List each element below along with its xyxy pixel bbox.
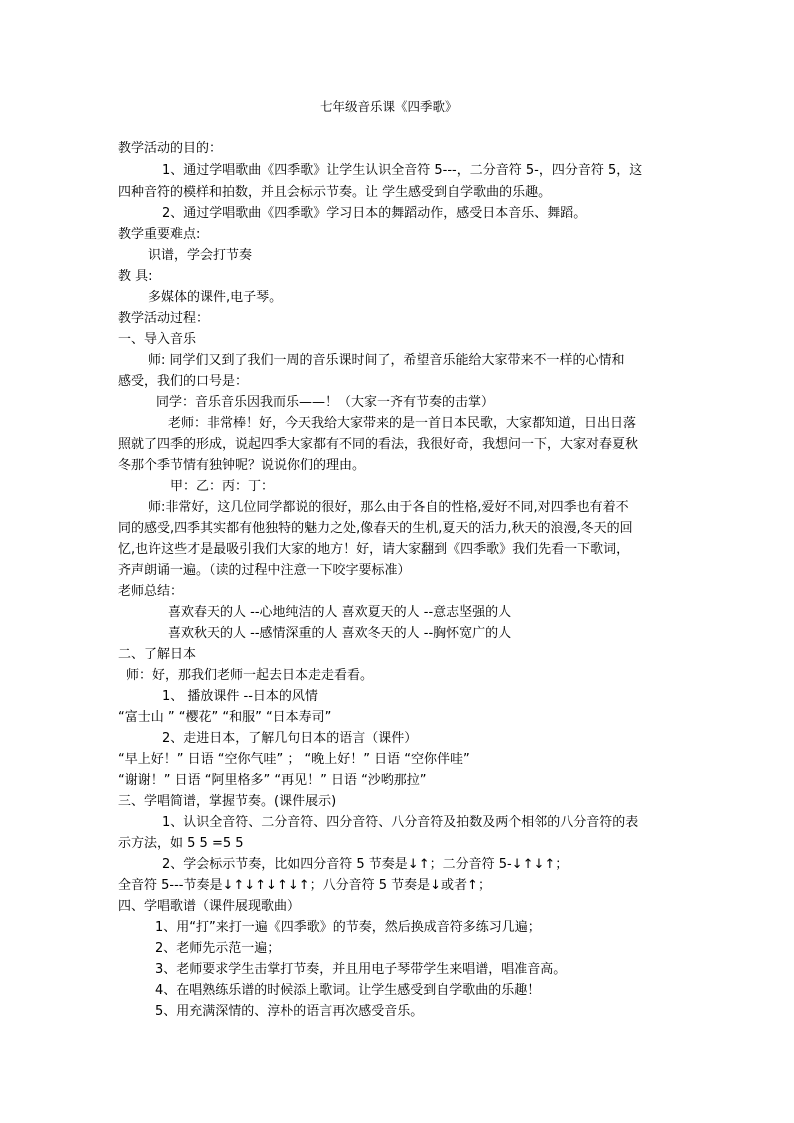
text-line: 4、在唱熟练乐谱的时候添上歌词。让学生感受到自学歌曲的乐趣！	[155, 983, 541, 998]
text-line: 同学：音乐音乐因我而乐——！（大家一齐有节奏的击掌）	[156, 395, 495, 410]
text-line: 冬那个季节情有独钟呢？说说你们的理由。	[118, 458, 366, 473]
text-line: 老师：非常棒！好，今天我给大家带来的是一首日本民歌，大家都知道，日出日落	[168, 416, 637, 431]
document-title: 七年级音乐课《四季歌》	[320, 99, 458, 114]
text-line: 同的感受,四季其实都有他独特的魅力之处,像春天的生机,夏天的活力,秋天的浪漫,冬天的回	[118, 521, 633, 536]
section-heading: 老师总结：	[118, 584, 184, 599]
text-line: 全音符 5---节奏是↓↑↓↑↓↑↓↑；八分音符 5 节奏是↓或者↑；	[118, 878, 491, 893]
text-line: 多媒体的课件,电子琴。	[148, 290, 283, 305]
section-heading: 教学活动的目的：	[118, 141, 223, 156]
text-line: 1、用“打”来打一遍《四季歌》的节奏，然后换成音符多练习几遍；	[155, 920, 541, 935]
text-line: 喜欢秋天的人 --感情深重的人 喜欢冬天的人 --胸怀宽广的人	[168, 626, 512, 641]
text-line: 师: 同学们又到了我们一周的音乐课时间了，希望音乐能给大家带来不一样的心情和	[148, 353, 625, 368]
text-line: 齐声朗诵一遍。（读的过程中注意一下咬字要标准）	[118, 563, 411, 578]
text-line: 2、通过学唱歌曲《四季歌》学习日本的舞蹈动作，感受日本音乐、舞蹈。	[162, 206, 587, 221]
text-line: “早上好！” 日语 “空你气哇” ； “晚上好！” 日语 “空你伴哇”	[118, 752, 470, 767]
text-line: 示方法，如 5 5 =5 5	[118, 836, 244, 851]
section-heading: 教 具:	[118, 269, 153, 284]
section-heading: 一、导入音乐	[118, 332, 197, 347]
text-line: 3、老师要求学生击掌打节奏，并且用电子琴带学生来唱谱，唱准音高。	[155, 962, 567, 977]
section-heading: 教学活动过程：	[118, 311, 210, 326]
section-heading: 二、了解日本	[118, 647, 197, 662]
text-line: 2、学会标示节奏，比如四分音符 5 节奏是↓↑；二分音符 5-↓↑↓↑；	[162, 857, 569, 872]
text-line: 1、 播放课件 --日本的风情	[162, 689, 318, 704]
text-line: “谢谢！” 日语 “阿里格多” “再见！” 日语 “沙哟那拉”	[118, 773, 427, 788]
text-line: 2、走进日本，了解几句日本的语言（课件）	[162, 731, 418, 746]
text-line: 5、用充满深情的、淳朴的语言再次感受音乐。	[155, 1004, 424, 1019]
text-line: 四种音符的模样和拍数，并且会标示节奏。让 学生感受到自学歌曲的乐趣。	[118, 185, 552, 200]
text-line: “富士山 ” “樱花” “和服” “日本寿司”	[118, 710, 332, 725]
text-line: 忆,也许这些才是最吸引我们大家的地方！好，请大家翻到《四季歌》我们先看一下歌词，	[118, 542, 630, 557]
text-line: 喜欢春天的人 --心地纯洁的人 喜欢夏天的人 --意志坚强的人	[168, 605, 512, 620]
section-heading: 教学重要难点:	[118, 227, 201, 242]
section-heading: 四、学唱歌谱（课件展现歌曲）	[118, 899, 301, 914]
text-line: 1、通过学唱歌曲《四季歌》让学生认识全音符 5---，二分音符 5-，四分音符 5，这	[162, 163, 643, 178]
text-line: 甲：乙：丙：丁：	[170, 479, 275, 494]
text-line: 照就了四季的形成，说起四季大家都有不同的看法，我很好奇，我想问一下，大家对春夏秋	[118, 437, 639, 452]
text-line: 师：好，那我们老师一起去日本走走看看。	[126, 668, 374, 683]
text-line: 1、认识全音符、二分音符、四分音符、八分音符及拍数及两个相邻的八分音符的表	[162, 815, 639, 830]
text-line: 2、老师先示范一遍；	[155, 941, 281, 956]
text-line: 师:非常好，这几位同学都说的很好，那么由于各自的性格,爱好不同,对四季也有着不	[148, 500, 629, 515]
text-line: 感受，我们的口号是：	[118, 374, 249, 389]
text-line: 识谱，学会打节奏	[148, 248, 253, 263]
section-heading: 三、学唱简谱，掌握节奏。(课件展示)	[118, 794, 337, 809]
